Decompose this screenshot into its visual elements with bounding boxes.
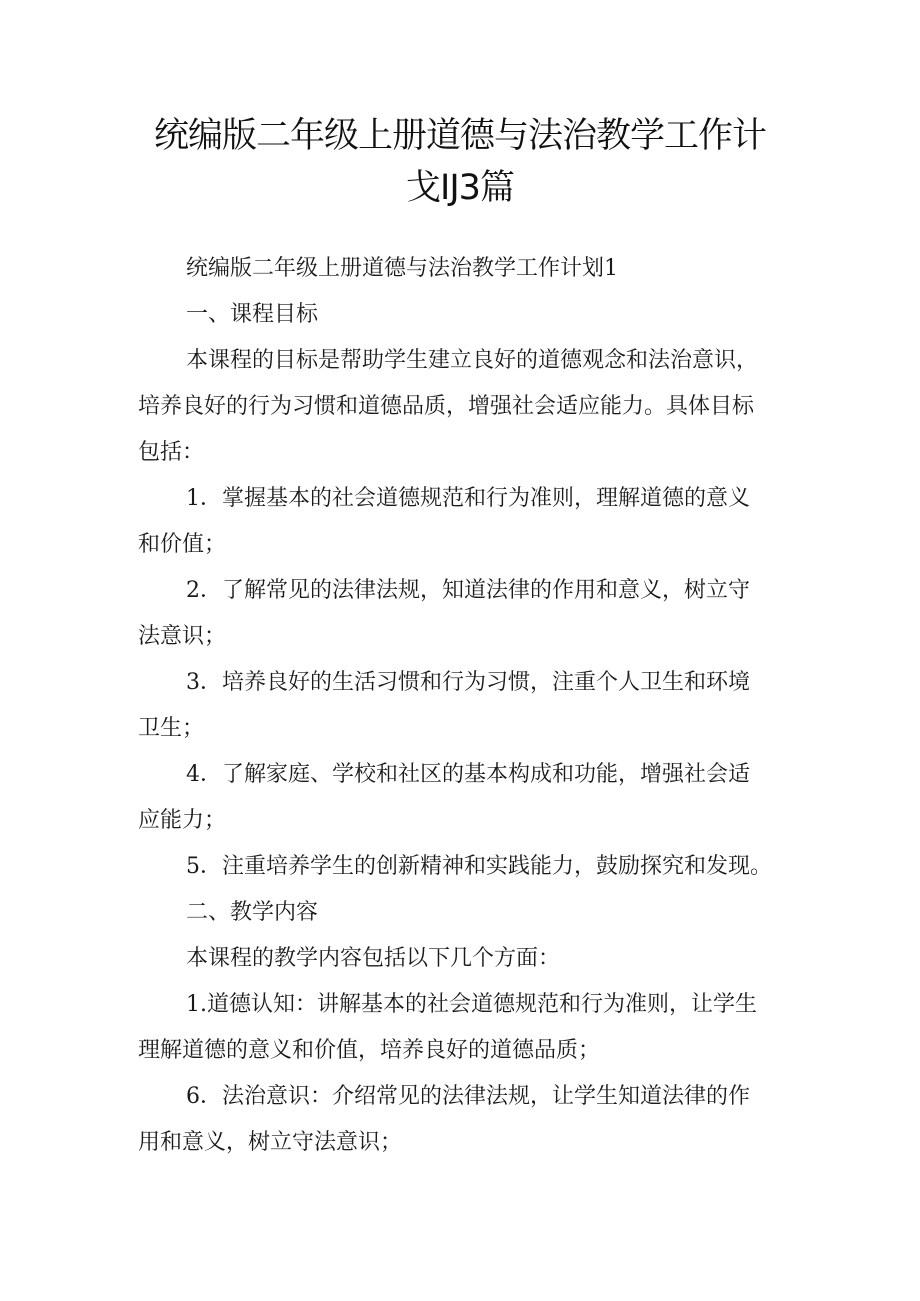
list-item-line: 卫生； <box>138 716 205 741</box>
list-item-line: 法意识； <box>138 624 227 649</box>
list-item-line: 4．了解家庭、学校和社区的基本构成和功能，增强社会适 <box>186 762 750 787</box>
document-body <box>138 246 788 1166</box>
section-heading: 二、教学内容 <box>186 900 319 925</box>
document-title-line-1: 统编版二年级上册道德与法治教学工作计 <box>153 116 766 156</box>
list-item-line: 用和意义，树立守法意识； <box>138 1130 403 1155</box>
list-item-line: 理解道德的意义和价值，培养良好的道德品质； <box>138 1038 601 1063</box>
paragraph-line: 包括： <box>138 440 205 465</box>
list-item-line: 5．注重培养学生的创新精神和实践能力，鼓励探究和发现。 <box>186 854 772 879</box>
paragraph-line: 统编版二年级上册道德与法治教学工作计划1 <box>186 256 618 281</box>
paragraph-line: 本课程的教学内容包括以下几个方面： <box>186 946 561 971</box>
list-item-line: 和价值； <box>138 532 227 557</box>
section-heading: 一、课程目标 <box>186 302 319 327</box>
list-item-line: 3．培养良好的生活习惯和行为习惯，注重个人卫生和环境 <box>186 670 750 695</box>
list-item-line: 2．了解常见的法律法规，知道法律的作用和意义，树立守 <box>186 578 750 603</box>
paragraph-line: 培养良好的行为习惯和道德品质，增强社会适应能力。具体目标 <box>138 394 755 419</box>
list-item-line: 1.道德认知：讲解基本的社会道德规范和行为准则，让学生 <box>186 992 757 1017</box>
list-item-line: 1．掌握基本的社会道德规范和行为准则，理解道德的意义 <box>186 486 750 511</box>
document-title-line-2: 戈IJ3篇 <box>406 168 514 208</box>
list-item-line: 应能力； <box>138 808 227 833</box>
paragraph-line: 本课程的目标是帮助学生建立良好的道德观念和法治意识， <box>186 348 759 373</box>
list-item-line: 6．法治意识：介绍常见的法律法规，让学生知道法律的作 <box>186 1084 750 1109</box>
